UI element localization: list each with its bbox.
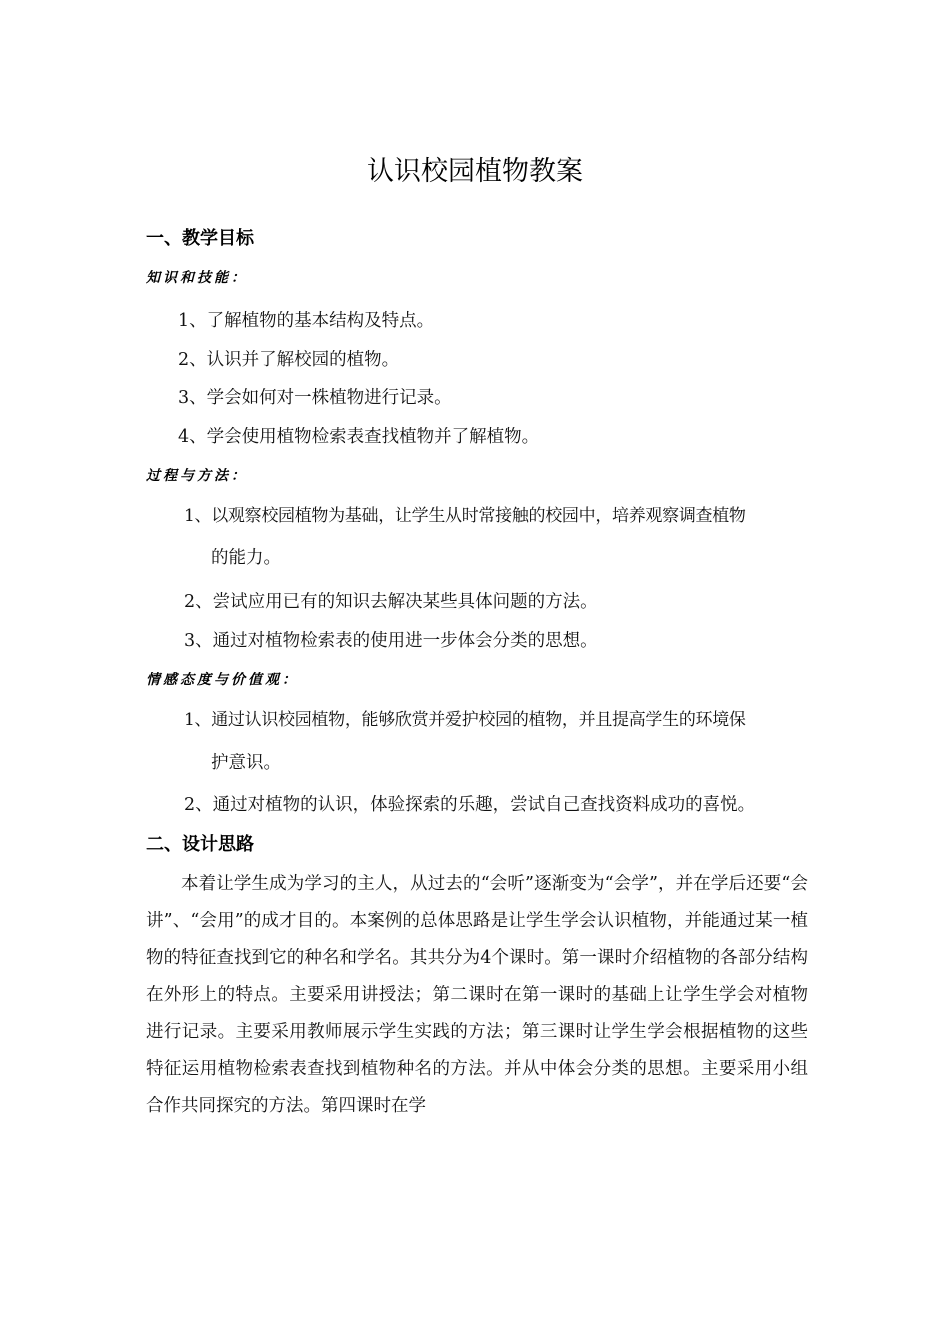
knowledge-item-4: 4、学会使用植物检索表查找植物并了解植物。: [178, 427, 540, 447]
process-item-1-cont: 的能力。: [211, 548, 281, 568]
knowledge-item-1: 1、了解植物的基本结构及特点。: [178, 311, 435, 331]
emotion-item-2: 2、通过对植物的认识，体验探索的乐趣，尝试自己查找资料成功的喜悦。: [184, 795, 756, 815]
subheading-knowledge-skills: 知识和技能：: [146, 270, 248, 286]
process-item-1: 1、以观察校园植物为基础，让学生从时常接触的校园中，培养观察调查植物: [184, 506, 746, 526]
document-title: 认识校园植物教案: [367, 156, 583, 187]
process-item-2: 2、尝试应用已有的知识去解决某些具体问题的方法。: [184, 592, 598, 612]
emotion-item-1: 1、通过认识校园植物，能够欣赏并爱护校园的植物，并且提高学生的环境保: [184, 710, 746, 730]
subheading-emotion-values: 情感态度与价值观：: [146, 672, 299, 688]
subheading-process-methods: 过程与方法：: [146, 468, 248, 484]
emotion-item-1-cont: 护意识。: [211, 753, 281, 773]
process-item-3: 3、通过对植物检索表的使用进一步体会分类的思想。: [184, 631, 598, 651]
section-heading-teaching-goals: 一、教学目标: [146, 228, 254, 249]
knowledge-item-3: 3、学会如何对一株植物进行记录。: [178, 388, 452, 408]
design-ideas-paragraph: 本着让学生成为学习的主人，从过去的“会听”逐渐变为“会学”，并在学后还要“会讲”、“会用”的成才目的。本案例的总体思路是让学生学会认识植物，并能通过某一植物的特征查找到它的种名和学名。其共分为4个课时。第一课时介绍植物的各部分结构在外形上的特点。主要采用讲授法；第二课时在第一课时的基础上让学生学会对植物进行记录。主要采用教师展示学生实践的方法；第三课时让学生学会根据植物的这些特征运用植物检索表查找到植物种名的方法。并从中体会分类的思想。主要采用小组合作共同探究的方法。第四课时在学: [146, 874, 808, 1116]
section-heading-design-ideas: 二、设计思路: [146, 834, 254, 855]
knowledge-item-2: 2、认识并了解校园的植物。: [178, 350, 400, 370]
